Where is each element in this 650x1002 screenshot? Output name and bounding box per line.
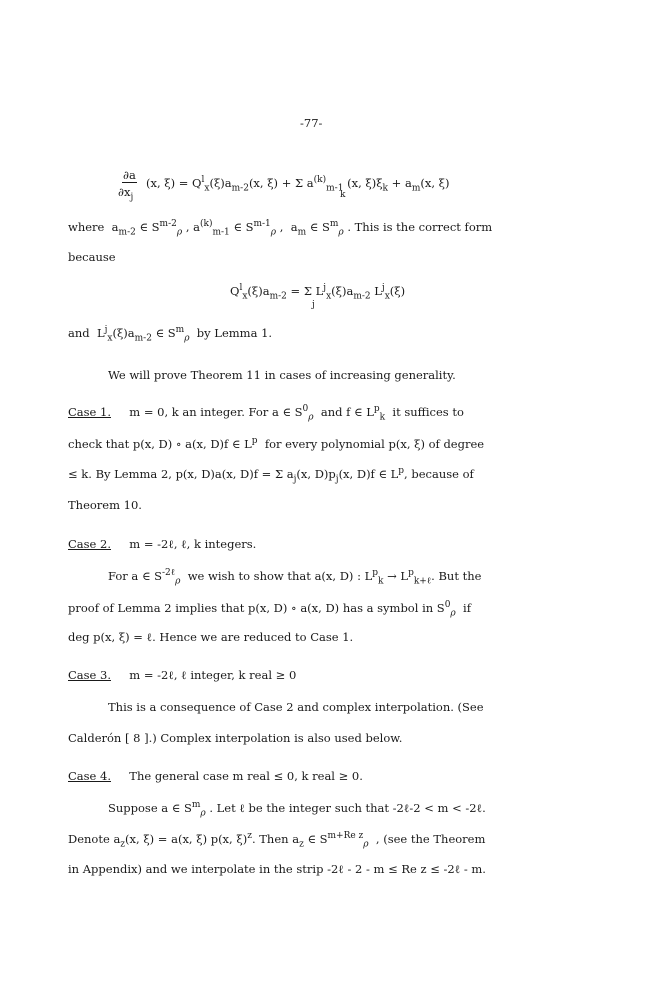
case-4-label: Case 4. [68, 769, 111, 783]
case-4-line-3: Denote $a_z(x$, ξ) = a(x, ξ) p(x, ξ)$^z$. Then $a_z$ ∈ $S^{m+Re z}_\rho$ , (see the Theorem [68, 831, 486, 850]
page-number: -77- [300, 116, 323, 130]
case-2-label: Case 2. [68, 537, 111, 551]
case-1-line-3: ≤ k. By Lemma 2, p(x, D)a(x, D)f = Σ $a_j(x$, $D)p_j(x$, D)f ∈ $L^p$, because of [68, 466, 474, 485]
case-1-line-1: Case 1. m = 0, k an integer. For a ∈ $S^0_\rho$ and f ∈ $L^p_k$ it suffices to [68, 404, 464, 423]
case-3-line-1: Case 3. m = -2ℓ, ℓ integer, k real ≥ 0 [68, 668, 297, 682]
eq1-numerator: ∂a [123, 168, 136, 182]
case-1-label: Case 1. [68, 405, 111, 419]
case-3-line-3: Calderón [ 8 ].) Complex interpolation is also used below. [68, 731, 403, 745]
equation-1 [118, 168, 538, 204]
case-2-line-1: Case 2. m = -2ℓ, ℓ, k integers. [68, 537, 257, 551]
case-1-line-2: check that p(x, D) ∘ a(x, D)f ∈ $L^p$ for every polynomial p(x, ξ) of degree [68, 436, 485, 451]
equation-2: $Q^l_x(\xi)a_{m-2} = \Sigma$ $L^j_x(\xi)a_{m-2}$ $L^j_x(\xi)$ [230, 283, 406, 302]
where-line: where $a_{m-2}$ ∈ $S^{m-2}_\rho$ , $a^{(k)}_{m-1}$ ∈ $S^{m-1}_\rho$ , $a_m$ ∈ $S^m_\rho$ . This is the correct form [68, 219, 493, 238]
case-4-line-1: Case 4. The general case m real ≤ 0, k real ≥ 0. [68, 769, 363, 783]
case-2-line-3: proof of Lemma 2 implies that p(x, D) ∘ a(x, D) has a symbol in $S^0_\rho$ if [68, 600, 471, 619]
case-3-line-2: This is a consequence of Case 2 and complex interpolation. (See [108, 700, 484, 714]
because-text: because [68, 250, 116, 264]
eq1-body: (x, $\xi) = Q^l_x(\xi)a_{m-2}(x$, ξ) + Σ $a^{(k)}_{m-1}$ (x, $\xi)\xi_k + a_m(x$, ξ) [146, 175, 450, 194]
case-3-label: Case 3. [68, 668, 111, 682]
case-2-line-4: deg p(x, ξ) = ℓ. Hence we are reduced to Case 1. [68, 630, 354, 644]
eq1-sum-index: k [340, 190, 346, 200]
eq1-denominator: $\partial x_j$ [118, 185, 134, 203]
case-2-line-2: For a ∈ $S^{-2\ell}_\rho$ we wish to show that a(x, D) : $L^p_k \to L^p_{k+\ell}$. But the [108, 568, 482, 587]
eq2-sum-index: j [312, 300, 315, 310]
case-1-line-4: Theorem 10. [68, 498, 142, 512]
and-line: and $L^j_x(\xi)a_{m-2}$ ∈ $S^m_\rho$ by Lemma 1. [68, 325, 273, 344]
prove-sentence: We will prove Theorem 11 in cases of increasing generality. [108, 368, 456, 382]
case-4-line-2: Suppose a ∈ $S^m_\rho$ . Let ℓ be the integer such that -2ℓ-2 < m < -2ℓ. [108, 800, 486, 819]
case-4-line-4: in Appendix) and we interpolate in the strip -2ℓ - 2 - m ≤ Re z ≤ -2ℓ - m. [68, 862, 486, 876]
